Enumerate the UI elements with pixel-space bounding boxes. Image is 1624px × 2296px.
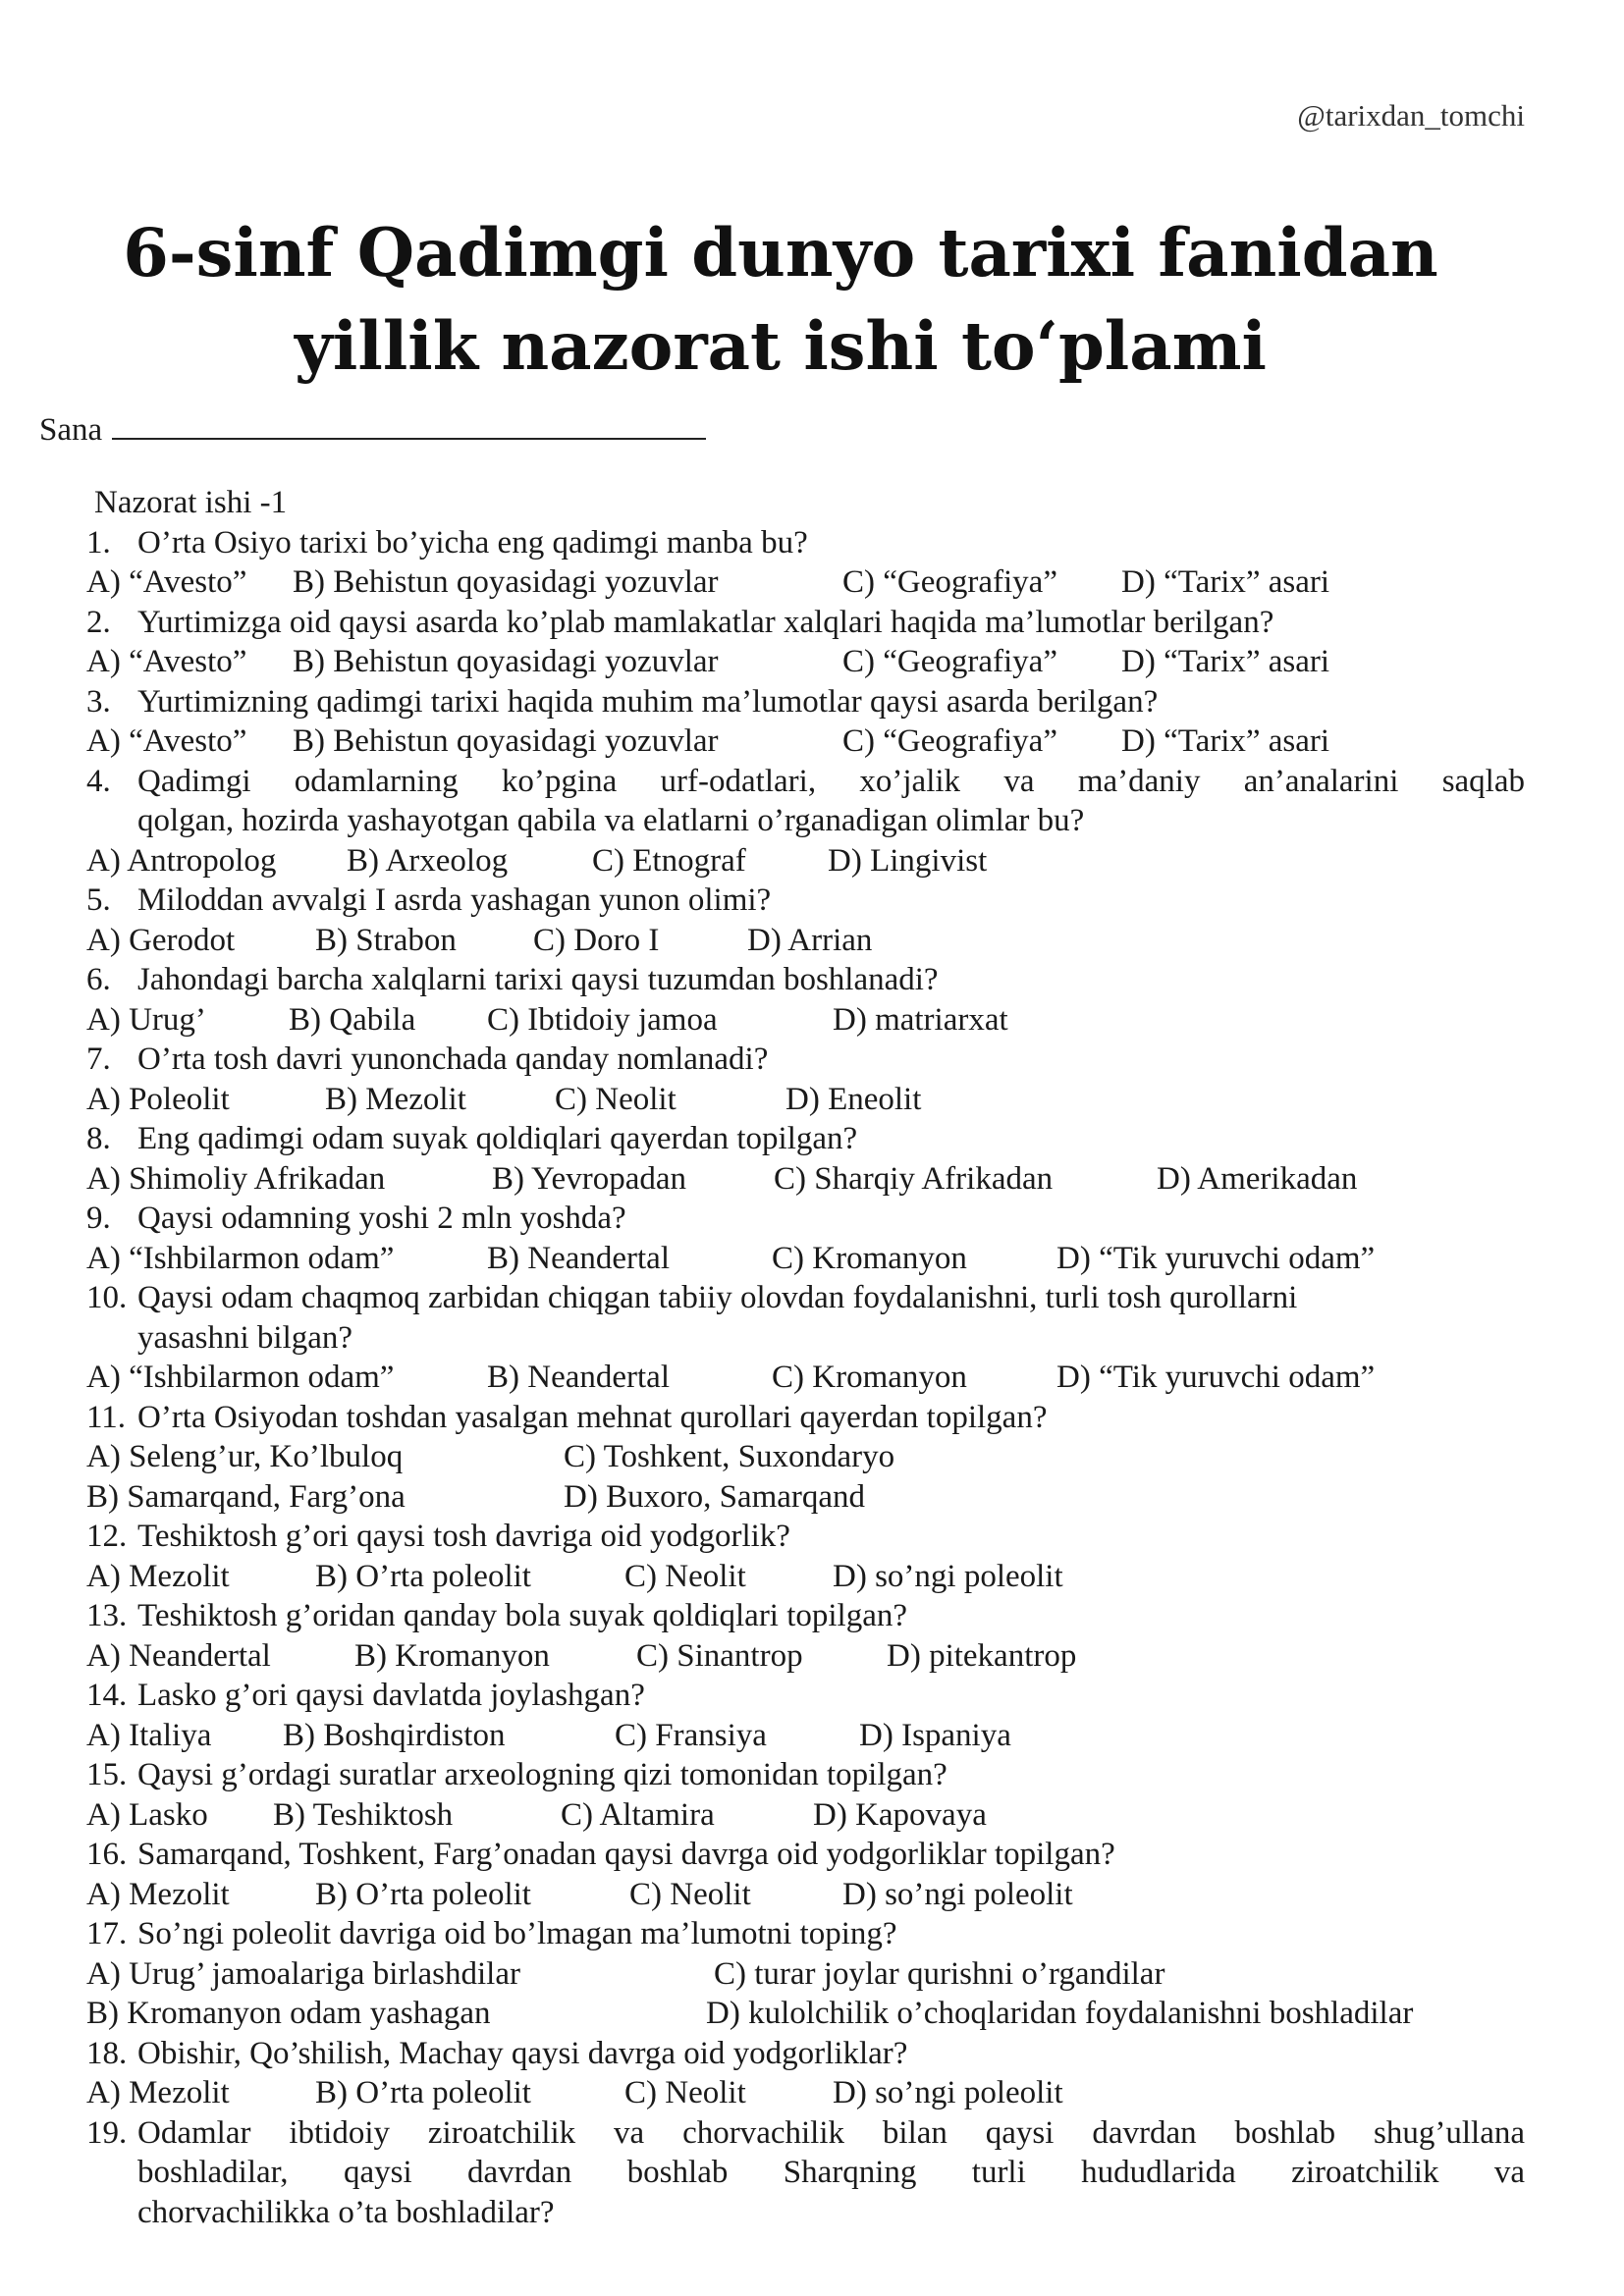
question-text: Eng qadimgi odam suyak qoldiqlari qayerdan topilgan?	[137, 1121, 858, 1156]
option-text: Kapovaya	[855, 1796, 987, 1833]
option-letter: C)	[772, 1240, 804, 1276]
option-letter: C)	[592, 842, 624, 879]
question-number: 8.	[86, 1121, 111, 1156]
option-text: Etnograf	[632, 842, 746, 879]
option-text: Ispaniya	[901, 1717, 1011, 1753]
option-letter: A)	[86, 1955, 121, 1992]
answer-option[interactable]	[354, 1638, 550, 1675]
option-text: Teshiktosh	[312, 1796, 454, 1833]
option-text: Italiya	[129, 1717, 212, 1753]
option-text: Kromanyon odam yashagan	[127, 1996, 491, 2031]
title-line-2: yillik nazorat ishi to‘plami	[294, 307, 1268, 385]
answer-option[interactable]	[1121, 723, 1329, 760]
option-text: Lasko	[129, 1796, 208, 1833]
answer-option[interactable]	[492, 1161, 686, 1198]
option-letter: B)	[293, 723, 325, 759]
option-letter: A)	[86, 1439, 121, 1474]
answer-option[interactable]	[293, 644, 719, 680]
answer-option[interactable]	[86, 1996, 491, 2032]
option-text: Sharqiy Afrikadan	[814, 1160, 1054, 1197]
question-number: 3.	[86, 683, 111, 720]
question-number: 18.	[86, 2035, 128, 2071]
option-text: “Ishbilarmon odam”	[129, 1240, 395, 1276]
option-letter: C)	[629, 1876, 662, 1912]
option-letter: A)	[86, 842, 121, 879]
option-text: Behistun qoyasidagi yozuvlar	[333, 564, 719, 600]
question-text: boshladilar, qaysi davrdan boshlab Sharqning turli hududlarida ziroatchilik va	[137, 2155, 1525, 2190]
answer-option[interactable]	[315, 1877, 531, 1913]
answer-option[interactable]	[774, 1161, 1053, 1198]
answer-option[interactable]	[86, 2075, 230, 2111]
option-text: “Tarix” asari	[1164, 564, 1330, 600]
answer-option[interactable]	[86, 1439, 403, 1475]
question-number: 15.	[86, 1757, 128, 1792]
option-letter: B)	[347, 842, 379, 879]
option-letter: A)	[86, 1001, 121, 1038]
date-field	[39, 410, 706, 449]
answer-option[interactable]	[772, 1241, 967, 1277]
option-letter: C)	[636, 1637, 669, 1674]
question-number: 4.	[86, 763, 111, 799]
question-text: Lasko g’ori qaysi davlatda joylashgan?	[137, 1678, 645, 1713]
option-letter: C)	[842, 723, 875, 759]
option-letter: C)	[624, 2075, 657, 2110]
option-letter: B)	[354, 1637, 387, 1674]
option-text: Sinantrop	[677, 1637, 803, 1674]
option-text: Poleolit	[129, 1081, 230, 1117]
question-text: Qadimgi odamlarning ko’pgina urf-odatlari, xo’jalik va ma’daniy an’analarini saqlab	[137, 763, 1525, 799]
question-number: 11.	[86, 1399, 127, 1435]
question-text: Qaysi odamning yoshi 2 mln yoshda?	[137, 1201, 626, 1236]
option-letter: D)	[833, 2075, 867, 2110]
option-text: Mezolit	[129, 2075, 230, 2110]
option-text: O’rta poleolit	[355, 2075, 531, 2110]
answer-option[interactable]	[833, 2075, 1063, 2111]
option-text: Neandertal	[527, 1240, 670, 1276]
option-text: so’ngi poleolit	[875, 1558, 1063, 1594]
answer-option[interactable]	[624, 1559, 746, 1595]
date-label: Sana	[39, 412, 103, 448]
question-text: yasashni bilgan?	[137, 1319, 353, 1356]
answer-option[interactable]	[86, 1002, 206, 1039]
question-text: Yurtimizga oid qaysi asarda ko’plab mamlakatlar xalqlari haqida ma’lumotlar berilgan?	[137, 604, 1274, 640]
option-letter: B)	[293, 644, 325, 679]
option-text: “Geografiya”	[883, 564, 1057, 600]
option-letter: D)	[828, 842, 862, 879]
option-letter: A)	[86, 1717, 121, 1753]
answer-option[interactable]	[1121, 644, 1329, 680]
option-text: Doro I	[573, 922, 660, 958]
option-text: Mezolit	[365, 1081, 466, 1117]
option-text: Mezolit	[129, 1876, 230, 1912]
option-text: Behistun qoyasidagi yozuvlar	[333, 723, 719, 759]
answer-option[interactable]	[86, 843, 276, 880]
option-letter: D)	[785, 1081, 820, 1117]
option-text: Kromanyon	[395, 1637, 550, 1674]
option-letter: B)	[315, 922, 348, 958]
option-text: pitekantrop	[929, 1637, 1077, 1674]
question-text: O’rta Osiyo tarixi bo’yicha eng qadimgi manba bu?	[137, 524, 808, 561]
question-number: 16.	[86, 1837, 128, 1872]
option-letter: B)	[325, 1081, 357, 1117]
option-letter: A)	[86, 1637, 121, 1674]
option-text: kulolchilik o’choqlaridan foydalanishni boshladilar	[748, 1996, 1414, 2031]
option-letter: B)	[492, 1160, 524, 1197]
option-text: Boshqirdiston	[323, 1717, 506, 1753]
answer-option[interactable]	[564, 1439, 894, 1475]
option-text: Behistun qoyasidagi yozuvlar	[333, 644, 719, 679]
option-text: matriarxat	[875, 1001, 1008, 1038]
answer-option[interactable]	[86, 564, 246, 601]
answer-option[interactable]	[813, 1797, 987, 1834]
answer-option[interactable]	[86, 1797, 208, 1834]
answer-option[interactable]	[86, 1638, 271, 1675]
answer-option[interactable]	[615, 1718, 767, 1754]
option-letter: C)	[842, 564, 875, 600]
option-letter: A)	[86, 723, 121, 759]
option-letter: A)	[86, 564, 121, 600]
option-letter: C)	[842, 644, 875, 679]
answer-option[interactable]	[86, 1559, 230, 1595]
question-number: 13.	[86, 1598, 128, 1633]
answer-option[interactable]	[564, 1479, 865, 1516]
answer-option[interactable]	[828, 843, 987, 880]
option-letter: C)	[772, 1360, 804, 1395]
option-letter: A)	[86, 1240, 121, 1276]
option-text: Urug’	[129, 1001, 206, 1038]
work-title: Nazorat ishi -1	[94, 485, 288, 520]
answer-option[interactable]	[842, 723, 1057, 760]
option-text: Qabila	[329, 1001, 416, 1038]
option-letter: B)	[487, 1240, 519, 1276]
title-line-1: 6-sinf Qadimgi dunyo tarixi fanidan	[123, 214, 1438, 292]
option-text: Amerikadan	[1197, 1160, 1358, 1197]
option-text: O’rta poleolit	[355, 1876, 531, 1912]
option-letter: B)	[273, 1796, 305, 1833]
option-letter: B)	[315, 1558, 348, 1594]
option-letter: B)	[293, 564, 325, 600]
answer-option[interactable]	[487, 1360, 670, 1396]
answer-option[interactable]	[273, 1797, 453, 1834]
answer-option[interactable]	[785, 1082, 921, 1118]
option-text: “Tarix” asari	[1164, 644, 1330, 679]
option-letter: D)	[1056, 1360, 1091, 1395]
option-text: “Geografiya”	[883, 644, 1057, 679]
answer-option[interactable]	[555, 1082, 677, 1118]
question-number: 1.	[86, 524, 111, 561]
answer-option[interactable]	[842, 564, 1057, 601]
option-letter: C)	[774, 1160, 806, 1197]
option-text: Arrian	[787, 922, 873, 958]
option-text: “Tik yuruvchi odam”	[1099, 1360, 1376, 1395]
option-text: Antropolog	[127, 842, 277, 879]
option-letter: C)	[714, 1955, 746, 1992]
option-text: Fransiya	[655, 1717, 767, 1753]
answer-option[interactable]	[86, 1241, 394, 1277]
option-letter: C)	[533, 922, 566, 958]
answer-option[interactable]	[833, 1559, 1063, 1595]
option-letter: D)	[706, 1996, 740, 2031]
question-text: chorvachilikka o’ta boshladilar?	[137, 2194, 555, 2230]
answer-option[interactable]	[283, 1718, 505, 1754]
answer-option[interactable]	[325, 1082, 466, 1118]
option-letter: A)	[86, 1160, 121, 1197]
option-text: Neolit	[665, 1558, 746, 1594]
option-letter: D)	[564, 1478, 598, 1515]
option-text: Neandertal	[129, 1637, 271, 1674]
question-number: 6.	[86, 962, 111, 997]
answer-option[interactable]	[1121, 564, 1329, 601]
answer-option[interactable]	[629, 1877, 751, 1913]
option-letter: C)	[564, 1439, 596, 1474]
answer-option[interactable]	[533, 923, 659, 959]
answer-option[interactable]	[561, 1797, 715, 1834]
question-number: 7.	[86, 1041, 111, 1077]
question-text: Obishir, Qo’shilish, Machay qaysi davrga oid yodgorliklar?	[137, 2035, 908, 2071]
option-text: Ibtidoiy jamoa	[527, 1001, 718, 1038]
option-letter: A)	[86, 922, 121, 958]
question-text: Teshiktosh g’oridan qanday bola suyak qoldiqlari topilgan?	[137, 1598, 908, 1633]
question-number: 17.	[86, 1916, 128, 1951]
page-title	[79, 206, 1483, 393]
answer-option[interactable]	[842, 1877, 1073, 1913]
option-letter: B)	[86, 1478, 119, 1515]
answer-option[interactable]	[315, 1559, 531, 1595]
answer-option[interactable]	[293, 723, 719, 760]
answer-option[interactable]	[86, 1718, 211, 1754]
option-text: Seleng’ur, Ko’lbuloq	[129, 1439, 404, 1474]
option-letter: A)	[86, 1558, 121, 1594]
question-number: 9.	[86, 1201, 111, 1236]
question-text: Teshiktosh g’ori qaysi tosh davriga oid yodgorlik?	[137, 1519, 790, 1554]
answer-option[interactable]	[86, 1877, 230, 1913]
option-letter: D)	[1121, 644, 1156, 679]
option-letter: D)	[833, 1001, 867, 1038]
question-text: Jahondagi barcha xalqlarni tarixi qaysi tuzumdan boshlanadi?	[137, 962, 939, 997]
answer-option[interactable]	[293, 564, 719, 601]
option-text: “Avesto”	[129, 644, 247, 679]
option-letter: A)	[86, 1796, 121, 1833]
option-text: “Tik yuruvchi odam”	[1099, 1240, 1376, 1276]
question-number: 5.	[86, 882, 111, 918]
option-letter: A)	[86, 1360, 121, 1395]
answer-option[interactable]	[289, 1002, 415, 1039]
answer-option[interactable]	[1056, 1241, 1375, 1277]
date-blank-line	[112, 410, 706, 440]
answer-option[interactable]	[747, 923, 872, 959]
question-text: Miloddan avvalgi I asrda yashagan yunon olimi?	[137, 882, 772, 918]
option-text: so’ngi poleolit	[875, 2075, 1063, 2110]
watermark: @tarixdan_tomchi	[1297, 98, 1525, 133]
question-text: qolgan, hozirda yashayotgan qabila va elatlarni o’rganadigan olimlar bu?	[137, 803, 1085, 838]
answer-option[interactable]	[624, 2075, 746, 2111]
answer-option[interactable]	[859, 1718, 1011, 1754]
question-number: 19.	[86, 2114, 128, 2151]
option-letter: D)	[842, 1876, 877, 1912]
question-text: Samarqand, Toshkent, Farg’onadan qaysi davrga oid yodgorliklar topilgan?	[137, 1837, 1115, 1872]
option-letter: B)	[315, 1876, 348, 1912]
question-text: Qaysi g’ordagi suratlar arxeologning qizi tomonidan topilgan?	[137, 1757, 947, 1792]
option-letter: C)	[561, 1796, 593, 1833]
question-text: Yurtimizning qadimgi tarixi haqida muhim ma’lumotlar qaysi asarda berilgan?	[137, 683, 1159, 720]
option-letter: C)	[624, 1558, 657, 1594]
question-text: So’ngi poleolit davriga oid bo’lmagan ma’lumotni toping?	[137, 1916, 897, 1951]
answer-option[interactable]	[86, 723, 246, 760]
option-letter: B)	[86, 1996, 119, 2031]
option-letter: A)	[86, 2075, 121, 2110]
answer-option[interactable]	[86, 644, 246, 680]
option-text: Mezolit	[129, 1558, 230, 1594]
answer-option[interactable]	[86, 1082, 230, 1118]
question-number: 2.	[86, 604, 111, 640]
option-text: Kromanyon	[812, 1360, 967, 1395]
option-letter: B)	[289, 1001, 321, 1038]
answer-option[interactable]	[887, 1638, 1076, 1675]
option-letter: D)	[1157, 1160, 1191, 1197]
option-text: Neolit	[595, 1081, 677, 1117]
answer-option[interactable]	[487, 1002, 718, 1039]
answer-option[interactable]	[86, 923, 235, 959]
option-letter: D)	[1121, 564, 1156, 600]
answer-option[interactable]	[1056, 1360, 1375, 1396]
question-text: Qaysi odam chaqmoq zarbidan chiqgan tabiiy olovdan foydalanishni, turli tosh qurollarni	[137, 1280, 1298, 1315]
option-letter: A)	[86, 1081, 121, 1117]
option-text: turar joylar qurishni o’rgandilar	[754, 1955, 1165, 1992]
answer-option[interactable]	[714, 1956, 1164, 1993]
option-text: “Avesto”	[129, 723, 247, 759]
answer-option[interactable]	[592, 843, 746, 880]
answer-option[interactable]	[706, 1996, 1413, 2032]
option-letter: B)	[315, 2075, 348, 2110]
question-number: 14.	[86, 1678, 128, 1713]
option-text: Neolit	[665, 2075, 746, 2110]
answer-option[interactable]	[315, 2075, 531, 2111]
answer-option[interactable]	[86, 1161, 385, 1198]
option-text: Eneolit	[828, 1081, 922, 1117]
option-letter: B)	[487, 1360, 519, 1395]
option-letter: D)	[833, 1558, 867, 1594]
option-text: Altamira	[599, 1796, 715, 1833]
option-text: “Geografiya”	[883, 723, 1057, 759]
option-letter: A)	[86, 1876, 121, 1912]
question-text: Odamlar ibtidoiy ziroatchilik va chorvachilik bilan qaysi davrdan boshlab shug’ullana	[137, 2114, 1525, 2151]
answer-option[interactable]	[772, 1360, 967, 1396]
option-text: so’ngi poleolit	[885, 1876, 1073, 1912]
question-number: 10.	[86, 1280, 128, 1315]
option-letter: D)	[747, 922, 782, 958]
option-text: “Avesto”	[129, 564, 247, 600]
option-text: Samarqand, Farg’ona	[127, 1478, 406, 1515]
question-text: O’rta tosh davri yunonchada qanday nomlanadi?	[137, 1041, 769, 1077]
option-letter: D)	[1121, 723, 1156, 759]
answer-option[interactable]	[315, 923, 457, 959]
option-text: O’rta poleolit	[355, 1558, 531, 1594]
option-text: Lingivist	[870, 842, 988, 879]
option-letter: D)	[887, 1637, 921, 1674]
answer-option[interactable]	[1157, 1161, 1357, 1198]
option-text: Toshkent, Suxondaryo	[603, 1439, 895, 1474]
option-text: Arxeolog	[385, 842, 509, 879]
option-letter: B)	[283, 1717, 315, 1753]
option-text: Gerodot	[129, 922, 236, 958]
option-text: “Tarix” asari	[1164, 723, 1330, 759]
question-text: O’rta Osiyodan toshdan yasalgan mehnat qurollari qayerdan topilgan?	[137, 1399, 1048, 1435]
answer-option[interactable]	[842, 644, 1057, 680]
option-text: “Ishbilarmon odam”	[129, 1360, 395, 1395]
option-text: Kromanyon	[812, 1240, 967, 1276]
option-text: Urug’ jamoalariga birlashdilar	[129, 1955, 520, 1992]
answer-option[interactable]	[86, 1479, 406, 1516]
option-letter: C)	[487, 1001, 519, 1038]
option-text: Neandertal	[527, 1360, 670, 1395]
answer-option[interactable]	[833, 1002, 1008, 1039]
option-text: Strabon	[355, 922, 457, 958]
option-letter: D)	[813, 1796, 847, 1833]
option-letter: C)	[555, 1081, 587, 1117]
answer-option[interactable]	[487, 1241, 670, 1277]
option-text: Shimoliy Afrikadan	[129, 1160, 386, 1197]
option-text: Yevropadan	[531, 1160, 686, 1197]
option-text: Buxoro, Samarqand	[606, 1478, 866, 1515]
answer-option[interactable]	[86, 1360, 394, 1396]
question-number: 12.	[86, 1519, 128, 1554]
answer-option[interactable]	[86, 1956, 520, 1993]
option-letter: D)	[859, 1717, 893, 1753]
answer-option[interactable]	[347, 843, 508, 880]
answer-option[interactable]	[636, 1638, 803, 1675]
option-text: Neolit	[670, 1876, 751, 1912]
option-letter: D)	[1056, 1240, 1091, 1276]
option-letter: C)	[615, 1717, 647, 1753]
option-letter: A)	[86, 644, 121, 679]
